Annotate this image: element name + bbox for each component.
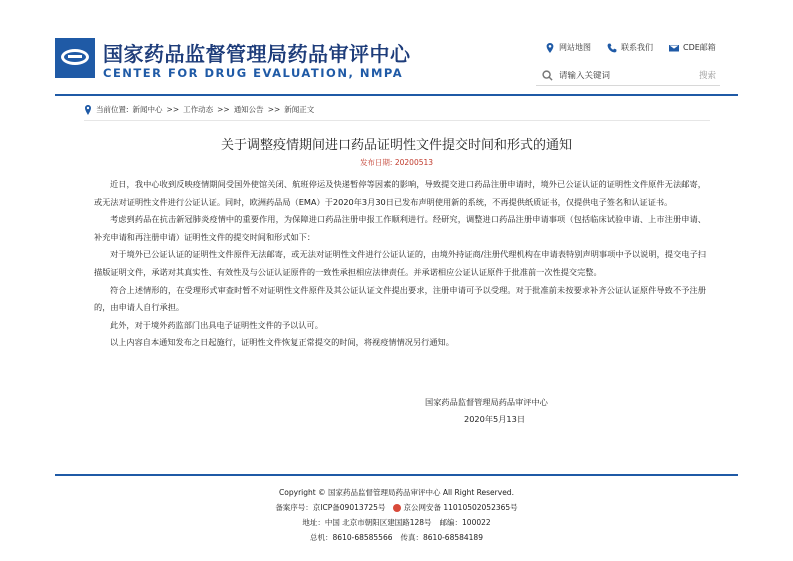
police-badge-icon [393, 504, 401, 512]
search-input[interactable] [559, 71, 689, 81]
article-paragraph: 考虑到药品在抗击新冠肺炎疫情中的重要作用，为保障进口药品注册申报工作顺利进行。经研究，调整进口药品注册申请事项（包括临床试验申请、上市注册申请、补充申请和再注册申请）证明性文件的提交时间和形式如下： [94, 214, 706, 242]
signature-organization: 国家药品监督管理局药品审评中心 [425, 397, 548, 407]
fax-text: 传真：8610-68584189 [400, 533, 483, 542]
article-paragraph: 符合上述情形的，在受理形式审查时暂不对证明性文件原件及其公证认证文件提出要求，注册申请可予以受理。对于批准前未按要求补齐公证认证原件导致不予注册的，由申请人自行承担。 [94, 284, 706, 313]
site-map-link[interactable] [545, 42, 591, 53]
publish-date-label: 发布日期: [359, 158, 393, 167]
search-box [536, 66, 720, 86]
phone-text: 总机：8610-68585566 [310, 533, 393, 542]
article-paragraph: 对于境外已公证认证的证明性文件原件无法邮寄，或无法对证明性文件进行公证认证的，由境外持证商/注册代理机构在申请表特别声明事项中予以说明，提交电子扫描版证明文件，承诺对其真实性、有效性及与公证认证原件的一致性承担相应法律责任。并承诺相应公证认证原件于批准前一次性提交完整。 [94, 249, 706, 277]
header-divider [55, 94, 738, 96]
footer-copyright [0, 485, 793, 500]
breadcrumb-work-news[interactable]: 工作动态 [183, 105, 214, 114]
contact-us-link[interactable] [607, 42, 653, 53]
breadcrumb-separator: >> [267, 105, 281, 114]
breadcrumb-prefix: 当前位置: [96, 105, 129, 114]
contact-us-label: 联系我们 [621, 43, 653, 52]
breadcrumb-divider [84, 120, 710, 121]
article-paragraph: 近日，我中心收到反映疫情期间受国外使馆关闭、航班停运及快递暂停等因素的影响，导致提交进口药品注册申请时，境外已公证认证的证明性文件原件无法邮寄，或无法对证明性文件进行公证认证。同时，欧洲药品局（EMA）于2020年3月30日已发布声明使用新的系统，不再提供纸质证书，仅提供电子签名和认证证书。 [94, 179, 706, 207]
top-links [545, 42, 716, 53]
site-map-label: 网站地图 [559, 43, 591, 52]
address-text: 地址：中国 北京市朝阳区建国路128号 [302, 518, 432, 527]
footer-address [0, 515, 793, 530]
breadcrumb-news-center[interactable]: 新闻中心 [132, 105, 163, 114]
footer-contact [0, 530, 793, 545]
phone-icon [607, 43, 617, 53]
logo[interactable] [55, 38, 95, 78]
site-subtitle: CENTER FOR DRUG EVALUATION, NMPA [103, 66, 404, 80]
signature-date: 2020年5月13日 [464, 414, 526, 424]
logo-bar-icon [68, 55, 82, 58]
footer-registration [0, 500, 793, 515]
article-title: 关于调整疫情期间进口药品证明性文件提交时间和形式的通知 [220, 138, 572, 153]
police-record-text: 京公网安备 11010502052365号 [403, 503, 518, 512]
publish-date [0, 157, 793, 168]
footer-divider [55, 474, 738, 476]
publish-date-value: 20200513 [394, 158, 434, 167]
article-paragraph: 以上内容自本通知发布之日起施行，证明性文件恢复正常提交的时间，将视疫情情况另行通知。 [110, 337, 454, 348]
breadcrumb-notices[interactable]: 通知公告 [233, 105, 264, 114]
breadcrumb-separator: >> [166, 105, 180, 114]
search-icon [542, 70, 553, 81]
search-button[interactable]: 搜索 [698, 71, 716, 81]
site-title[interactable]: 国家药品监督管理局药品审评中心 [103, 42, 411, 66]
police-record-link[interactable] [393, 500, 517, 515]
breadcrumb [84, 104, 314, 115]
postcode-text: 邮编：100022 [439, 518, 491, 527]
breadcrumb-separator: >> [217, 105, 230, 114]
mail-icon [669, 43, 679, 53]
breadcrumb-current: 新闻正文 [284, 105, 315, 114]
location-pin-icon [84, 105, 92, 115]
article-paragraph: 此外，对于境外药监部门出具电子证明性文件的予以认可。 [110, 319, 323, 330]
location-pin-icon [545, 43, 555, 53]
footer [0, 485, 793, 545]
copyright-text: Copyright © 国家药品监督管理局药品审评中心 All Right Reserved. [279, 488, 514, 497]
icp-link[interactable]: 备案序号：京ICP备09013725号 [275, 503, 386, 512]
article-body [94, 176, 706, 352]
cde-mail-label: CDE邮箱 [683, 43, 716, 52]
cde-mail-link[interactable] [669, 42, 716, 53]
